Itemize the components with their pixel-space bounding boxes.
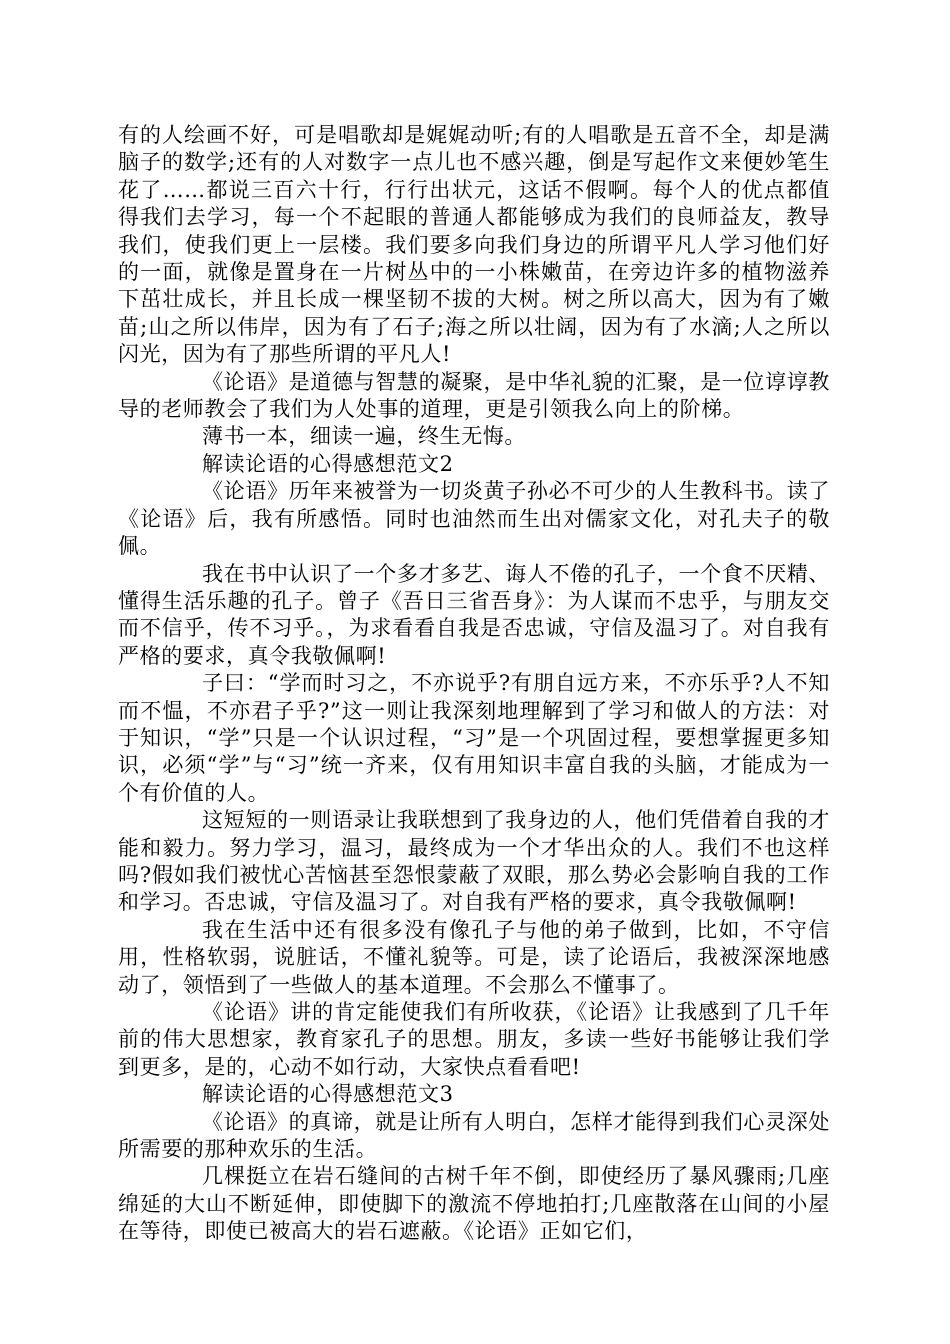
paragraph-11: 几棵挺立在岩石缝间的古树千年不倒，即使经历了暴风骤雨;几座绵延的大山不断延伸，即使脚下的激流不停地拍打;几座散落在山间的小屋在等待，即使已被高大的岩石遮蔽。《论语》正如它们，: [118, 1164, 830, 1244]
paragraph-7: 这短短的一则语录让我联想到了我身边的人，他们凭借着自我的才能和毅力。努力学习，温习，最终成为一个才华出众的人。我们不也这样吗?假如我们被忧心苦恼甚至怨恨蒙蔽了双眼，那么势必会影响自我的工作和学习。否忠诚，守信及温习了。对自我有严格的要求，真令我敬佩啊!: [118, 808, 830, 915]
paragraph-4: 《论语》历年来被誉为一切炎黄子孙必不可少的人生教科书。读了《论语》后，我有所感悟。同时也油然而生出对儒家文化，对孔夫子的敬佩。: [118, 479, 830, 559]
paragraph-8: 我在生活中还有很多没有像孔子与他的弟子做到，比如，不守信用，性格软弱，说脏话，不懂礼貌等。可是，读了论语后，我被深深地感动了，领悟到了一些做人的基本道理。不会那么不懂事了。: [118, 917, 830, 997]
paragraph-5: 我在书中认识了一个多才多艺、诲人不倦的孔子，一个食不厌精、懂得生活乐趣的孔子。曾子《吾日三省吾身》：为人谋而不忠乎，与朋友交而不信乎，传不习乎。，为求看看自我是否忠诚，守信及温习了。对自我有严格的要求，真令我敬佩啊!: [118, 561, 830, 668]
section-heading-2: 解读论语的心得感想范文2: [202, 451, 454, 476]
paragraph-6: 子曰：“学而时习之，不亦说乎?有朋自远方来，不亦乐乎?人不知而不愠，不亦君子乎?”这一则让我深刻地理解到了学习和做人的方法：对于知识，“学”只是一个认识过程，“习”是一个巩固过程，要想掌握更多知识，必须“学”与“习”统一齐来，仅有用知识丰富自我的头脑，才能成为一个有价值的人。: [118, 671, 830, 805]
paragraph-1: 有的人绘画不好，可是唱歌却是娓娓动听;有的人唱歌是五音不全，却是满脑子的数学;还有的人对数字一点儿也不感兴趣，倒是写起作文来便妙笔生花了……都说三百六十行，行行出状元，这话不假啊。每个人的优点都值得我们去学习，每一个不起眼的普通人都能够成为我们的良师益友，教导我们，使我们更上一层楼。我们要多向我们身边的所谓平凡人学习他们好的一面，就像是置身在一片树丛中的一小株嫩苗，在旁边许多的植物滋养下茁壮成长，并且长成一棵坚韧不拔的大树。树之所以高大，因为有了嫩苗;山之所以伟岸，因为有了石子;海之所以壮阔，因为有了水滴;人之所以闪光，因为有了那些所谓的平凡人!: [118, 123, 830, 367]
paragraph-3: 薄书一本，细读一遍，终生无悔。: [202, 424, 526, 449]
paragraph-10: 《论语》的真谛，就是让所有人明白，怎样才能得到我们心灵深处所需要的那种欢乐的生活。: [118, 1109, 830, 1162]
document-body: [118, 122, 830, 1246]
paragraph-2: 《论语》是道德与智慧的凝聚，是中华礼貌的汇聚，是一位谆谆教导的老师教会了我们为人处事的道理，更是引领我么向上的阶梯。: [118, 369, 830, 422]
section-heading-3: 解读论语的心得感想范文3: [202, 1082, 454, 1107]
paragraph-9: 《论语》讲的肯定能使我们有所收获，《论语》让我感到了几千年前的伟大思想家，教育家孔子的思想。朋友，多读一些好书能够让我们学到更多，是的，心动不如行动，大家快点看看吧!: [118, 1000, 830, 1079]
